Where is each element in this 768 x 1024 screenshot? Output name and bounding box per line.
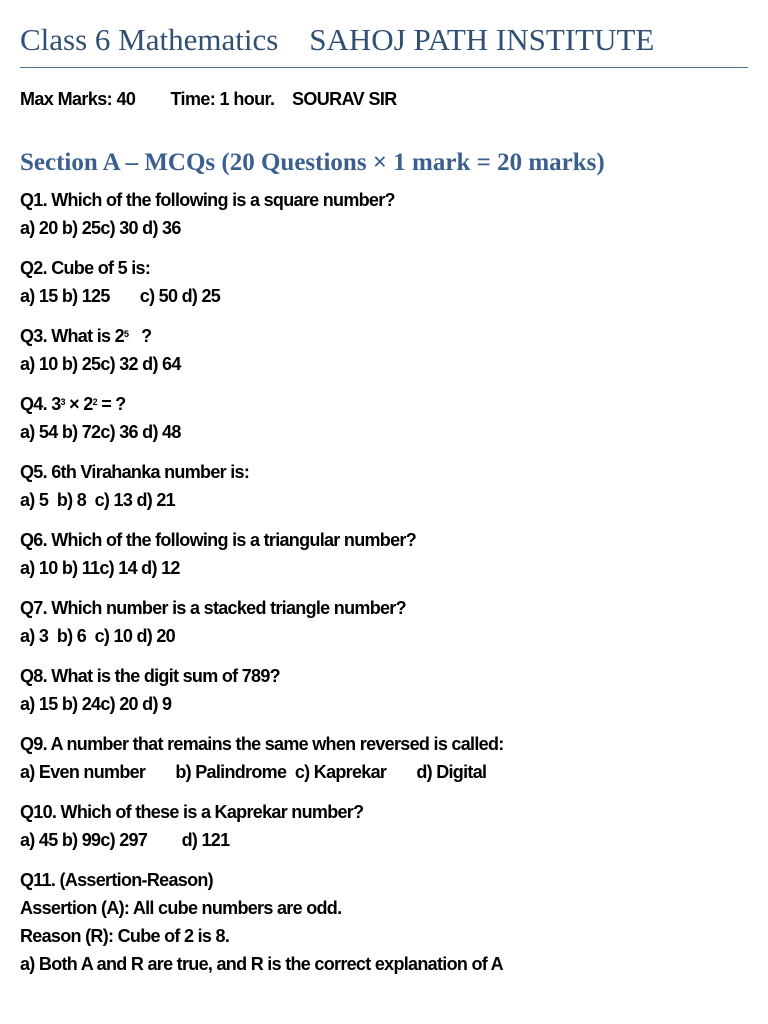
question-text: Q10. Which of these is a Kaprekar number? [20,802,364,822]
assertion-text: Assertion (A): All cube numbers are odd. [20,898,342,918]
question-2 [20,254,748,310]
question-text: Q11. (Assertion-Reason) [20,870,213,890]
question-9 [20,730,748,786]
question-options: a) Even number b) Palindrome c) Kaprekar d) Digital [20,762,487,782]
question-options: a) 15 b) 24c) 20 d) 9 [20,694,172,714]
question-text-part: × 2 [64,394,93,414]
question-options: a) 45 b) 99c) 297 d) 121 [20,830,230,850]
question-text: Q5. 6th Virahanka number is: [20,462,250,482]
question-options: a) 15 b) 125 c) 50 d) 25 [20,286,221,306]
question-4 [20,390,748,446]
question-text: Q2. Cube of 5 is: [20,258,151,278]
question-options: a) 10 b) 25c) 32 d) 64 [20,354,181,374]
question-text [20,390,748,418]
section-a-heading: Section A – MCQs (20 Questions × 1 mark = 20 marks) [20,149,605,176]
question-7 [20,594,748,650]
question-text: Q8. What is the digit sum of 789? [20,666,280,686]
question-options: a) 5 b) 8 c) 13 d) 21 [20,490,175,510]
question-options: a) 3 b) 6 c) 10 d) 20 [20,626,175,646]
question-options: a) 54 b) 72c) 36 d) 48 [20,422,181,442]
question-5 [20,458,748,514]
question-3 [20,322,748,378]
question-text: Q1. Which of the following is a square number? [20,190,395,210]
question-text [20,322,748,350]
question-text-part: = ? [96,394,126,414]
header-divider [20,67,748,68]
question-text: Q6. Which of the following is a triangular number? [20,530,417,550]
question-options: a) 20 b) 25c) 30 d) 36 [20,218,181,238]
question-11 [20,866,748,978]
question-text-part: Q4. 3 [20,394,61,414]
question-options: a) Both A and R are true, and R is the correct explanation of A [20,954,503,974]
question-6 [20,526,748,582]
question-options: a) 10 b) 11c) 14 d) 12 [20,558,180,578]
exam-meta: Max Marks: 40 Time: 1 hour. SOURAV SIR [20,89,397,109]
exponent: 5 [123,329,129,339]
question-8 [20,662,748,718]
question-text-part: ? [128,326,152,346]
question-10 [20,798,748,854]
question-1 [20,186,748,242]
reason-text: Reason (R): Cube of 2 is 8. [20,926,230,946]
question-text: Q7. Which number is a stacked triangle number? [20,598,406,618]
exponent: 2 [92,397,97,407]
page-title: Class 6 Mathematics SAHOJ PATH INSTITUTE [20,22,655,57]
question-text-part: Q3. What is 2 [20,326,124,346]
exponent: 3 [60,397,65,407]
question-text: Q9. A number that remains the same when reversed is called: [20,734,504,754]
question-list [20,186,748,990]
